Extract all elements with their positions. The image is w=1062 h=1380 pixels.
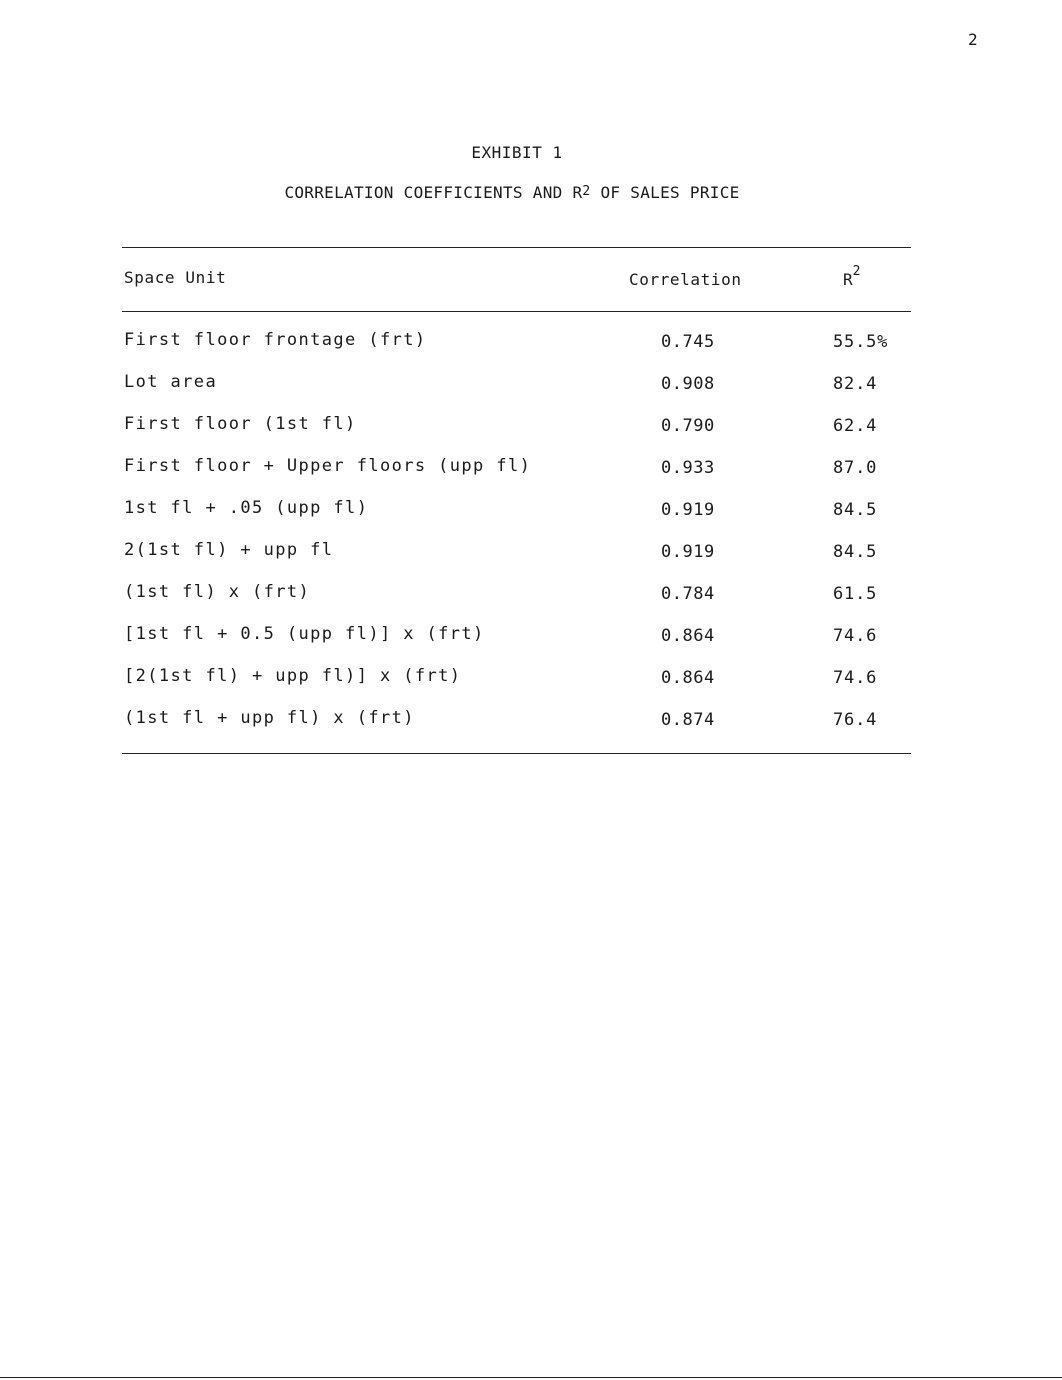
subtitle-text-end: OF SALES PRICE <box>590 183 740 202</box>
cell-r-squared: 74.6 <box>833 626 878 646</box>
table-header-row <box>124 265 911 295</box>
table-subtitle <box>0 183 1024 202</box>
cell-space-unit: 2(1st fl) + upp fl <box>124 540 334 560</box>
cell-correlation: 0.908 <box>661 374 715 394</box>
cell-correlation: 0.745 <box>661 332 715 352</box>
table-row <box>124 412 911 454</box>
cell-r-squared: 55.5% <box>833 332 889 352</box>
cell-r-squared: 74.6 <box>833 668 878 688</box>
cell-space-unit: [2(1st fl) + upp fl)] x (frt) <box>124 666 462 686</box>
cell-r-squared: 61.5 <box>833 584 878 604</box>
cell-correlation: 0.784 <box>661 584 715 604</box>
cell-correlation: 0.864 <box>661 668 715 688</box>
cell-space-unit: (1st fl + upp fl) x (frt) <box>124 708 415 728</box>
cell-space-unit: First floor (1st fl) <box>124 414 357 434</box>
cell-correlation: 0.919 <box>661 542 715 562</box>
cell-r-squared: 76.4 <box>833 710 878 730</box>
header-r2-base: R <box>843 270 853 289</box>
subtitle-text: CORRELATION COEFFICIENTS AND R <box>284 183 583 202</box>
exhibit-title: EXHIBIT 1 <box>471 143 563 162</box>
table-row <box>124 664 911 706</box>
table-body <box>124 328 911 748</box>
cell-space-unit: First floor frontage (frt) <box>124 330 427 350</box>
table-row <box>124 538 911 580</box>
cell-space-unit: (1st fl) x (frt) <box>124 582 311 602</box>
table-row <box>124 370 911 412</box>
cell-correlation: 0.864 <box>661 626 715 646</box>
table-row <box>124 622 911 664</box>
header-r2-superscript: 2 <box>852 264 861 279</box>
table-row <box>124 454 911 496</box>
cell-correlation: 0.790 <box>661 416 715 436</box>
cell-correlation: 0.874 <box>661 710 715 730</box>
table-top-rule <box>122 247 911 248</box>
cell-r-squared: 87.0 <box>833 458 878 478</box>
header-r-squared <box>843 264 861 289</box>
table-header-rule <box>122 311 911 312</box>
cell-r-squared: 84.5 <box>833 542 878 562</box>
subtitle-superscript: 2 <box>582 184 591 199</box>
cell-space-unit: [1st fl + 0.5 (upp fl)] x (frt) <box>124 624 485 644</box>
page-bottom-edge <box>0 1377 1062 1378</box>
cell-r-squared: 84.5 <box>833 500 878 520</box>
cell-r-squared: 62.4 <box>833 416 878 436</box>
header-space-unit: Space Unit <box>124 268 227 287</box>
table-row <box>124 496 911 538</box>
page-number: 2 <box>968 30 978 49</box>
table-bottom-rule <box>122 753 911 754</box>
cell-correlation: 0.919 <box>661 500 715 520</box>
cell-r-squared: 82.4 <box>833 374 878 394</box>
table-row <box>124 580 911 622</box>
cell-correlation: 0.933 <box>661 458 715 478</box>
table-row <box>124 706 911 748</box>
header-correlation: Correlation <box>629 270 742 289</box>
cell-space-unit: First floor + Upper floors (upp fl) <box>124 456 532 476</box>
cell-space-unit: 1st fl + .05 (upp fl) <box>124 498 369 518</box>
cell-space-unit: Lot area <box>124 372 218 392</box>
table-row <box>124 328 911 370</box>
